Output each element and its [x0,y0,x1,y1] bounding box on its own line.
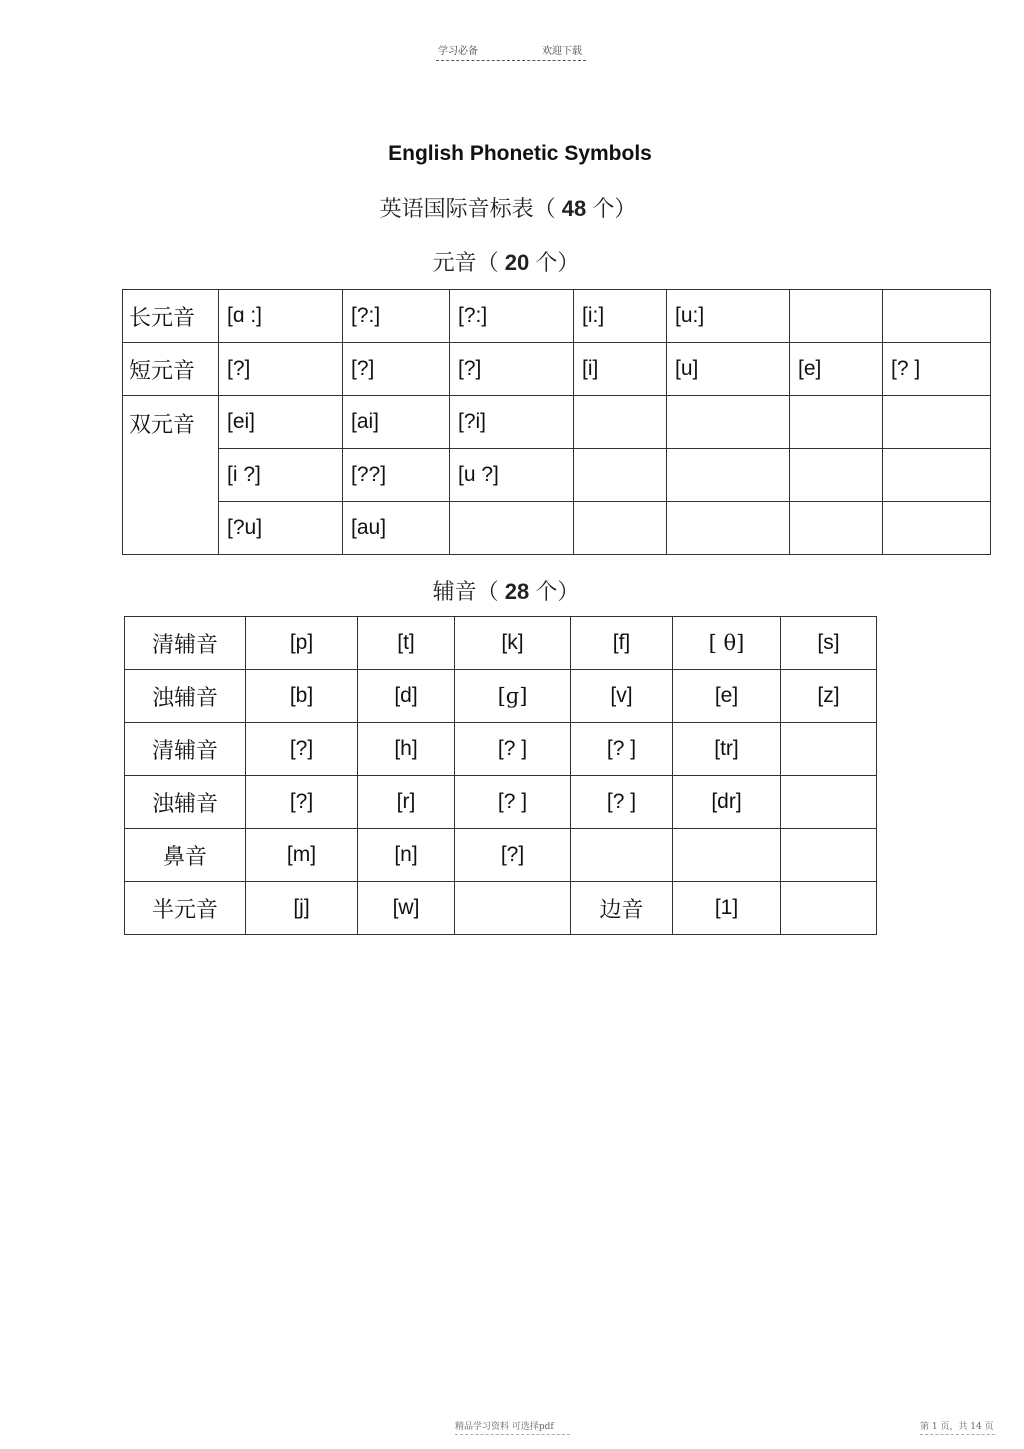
consonant-cell: [ θ] [673,617,781,670]
consonant-cell [455,882,571,935]
consonant-cell [781,829,877,882]
header-right-note: 欢迎下载 [542,46,582,57]
consonant-cell: [h] [358,723,455,776]
row-label: 双元音 [123,396,219,555]
vowel-row-long [123,290,991,343]
vowel-cell [883,396,991,449]
consonant-cell: [b] [246,670,358,723]
consonant-cell: [d] [358,670,455,723]
vowel-cell [667,396,790,449]
vowel-table [122,289,991,555]
vowels-section-title [0,246,1012,277]
consonant-cell: [j] [246,882,358,935]
row-label: 半元音 [125,882,246,935]
consonant-row [125,617,877,670]
consonant-cell [781,723,877,776]
vowel-row-diphthong-1 [123,396,991,449]
vowel-row-diphthong-3 [123,502,991,555]
consonant-cell: [?] [246,776,358,829]
consonant-cell: [1] [673,882,781,935]
consonant-row [125,723,877,776]
consonant-cell: [e] [673,670,781,723]
header-divider [436,60,586,61]
vowels-title-suffix: 个） [535,250,580,275]
consonant-cell: [tr] [673,723,781,776]
consonant-row [125,670,877,723]
vowel-cell: [ɑ :] [219,290,343,343]
header-left-note: 学习必备 [438,46,478,57]
footer-left-note: 精品学习资料 可选择pdf [455,1422,554,1432]
vowel-cell: [?i] [450,396,574,449]
consonant-table [124,616,877,935]
title-cn-suffix: 个） [592,196,637,221]
consonants-title-count: 28 [504,579,530,604]
footer-page-number: 第 1 页，共 14 页 [920,1422,994,1432]
vowel-row-diphthong-2 [123,449,991,502]
vowel-cell: [??] [343,449,450,502]
consonants-title-prefix: 辅音（ [432,579,499,604]
vowel-row-short [123,343,991,396]
consonant-cell [571,829,673,882]
vowel-cell [790,502,883,555]
vowel-cell: [u] [667,343,790,396]
vowel-cell: [?:] [450,290,574,343]
vowel-cell [667,449,790,502]
consonant-cell: [? ] [571,776,673,829]
vowel-cell [574,449,667,502]
consonants-section-title [0,575,1012,606]
consonant-cell: [k] [455,617,571,670]
vowel-cell: [?] [219,343,343,396]
consonant-cell: [z] [781,670,877,723]
row-label: 鼻音 [125,829,246,882]
vowel-cell: [?:] [343,290,450,343]
consonant-cell: [?] [246,723,358,776]
vowel-cell [574,502,667,555]
vowel-cell: [i ?] [219,449,343,502]
row-label: 浊辅音 [125,670,246,723]
vowel-cell [574,396,667,449]
vowel-cell: [?u] [219,502,343,555]
vowel-cell: [u:] [667,290,790,343]
consonant-row [125,882,877,935]
consonant-cell: [f] [571,617,673,670]
consonant-row [125,776,877,829]
row-label: 清辅音 [125,617,246,670]
vowels-title-prefix: 元音（ [432,250,499,275]
vowel-cell: [ei] [219,396,343,449]
consonant-cell [781,776,877,829]
consonant-cell [781,882,877,935]
vowel-cell [790,449,883,502]
consonant-cell: [m] [246,829,358,882]
row-label: 长元音 [123,290,219,343]
consonant-cell: [v] [571,670,673,723]
vowel-cell: [i] [574,343,667,396]
consonant-row [125,829,877,882]
title-cn-prefix: 英语国际音标表（ [379,196,556,221]
footer-divider-right [920,1434,995,1435]
vowel-cell [667,502,790,555]
vowel-cell: [u ?] [450,449,574,502]
vowel-cell: [? ] [883,343,991,396]
row-label: 浊辅音 [125,776,246,829]
consonant-cell: [dr] [673,776,781,829]
vowel-cell [883,290,991,343]
consonant-cell: [s] [781,617,877,670]
footer-divider-left [455,1434,570,1435]
page-title-english: English Phonetic Symbols [388,142,652,165]
consonants-title-suffix: 个） [535,579,580,604]
vowel-cell: [au] [343,502,450,555]
vowel-cell [883,449,991,502]
consonant-cell: [?] [455,829,571,882]
row-label: 短元音 [123,343,219,396]
consonant-cell: [r] [358,776,455,829]
consonant-cell: [? ] [455,723,571,776]
vowel-cell [883,502,991,555]
consonant-sublabel: 边音 [571,882,673,935]
page-title-chinese [0,192,1016,223]
consonant-cell: [t] [358,617,455,670]
vowel-cell: [e] [790,343,883,396]
consonant-cell: [ɡ] [455,670,571,723]
vowel-cell: [ai] [343,396,450,449]
title-cn-count: 48 [561,196,587,221]
vowel-cell [790,396,883,449]
row-label: 清辅音 [125,723,246,776]
consonant-cell [673,829,781,882]
consonant-cell: [? ] [455,776,571,829]
vowels-title-count: 20 [504,250,530,275]
vowel-cell [450,502,574,555]
vowel-cell: [i:] [574,290,667,343]
consonant-cell: [w] [358,882,455,935]
consonant-cell: [p] [246,617,358,670]
consonant-cell: [? ] [571,723,673,776]
vowel-cell [790,290,883,343]
vowel-cell: [?] [343,343,450,396]
vowel-cell: [?] [450,343,574,396]
consonant-cell: [n] [358,829,455,882]
